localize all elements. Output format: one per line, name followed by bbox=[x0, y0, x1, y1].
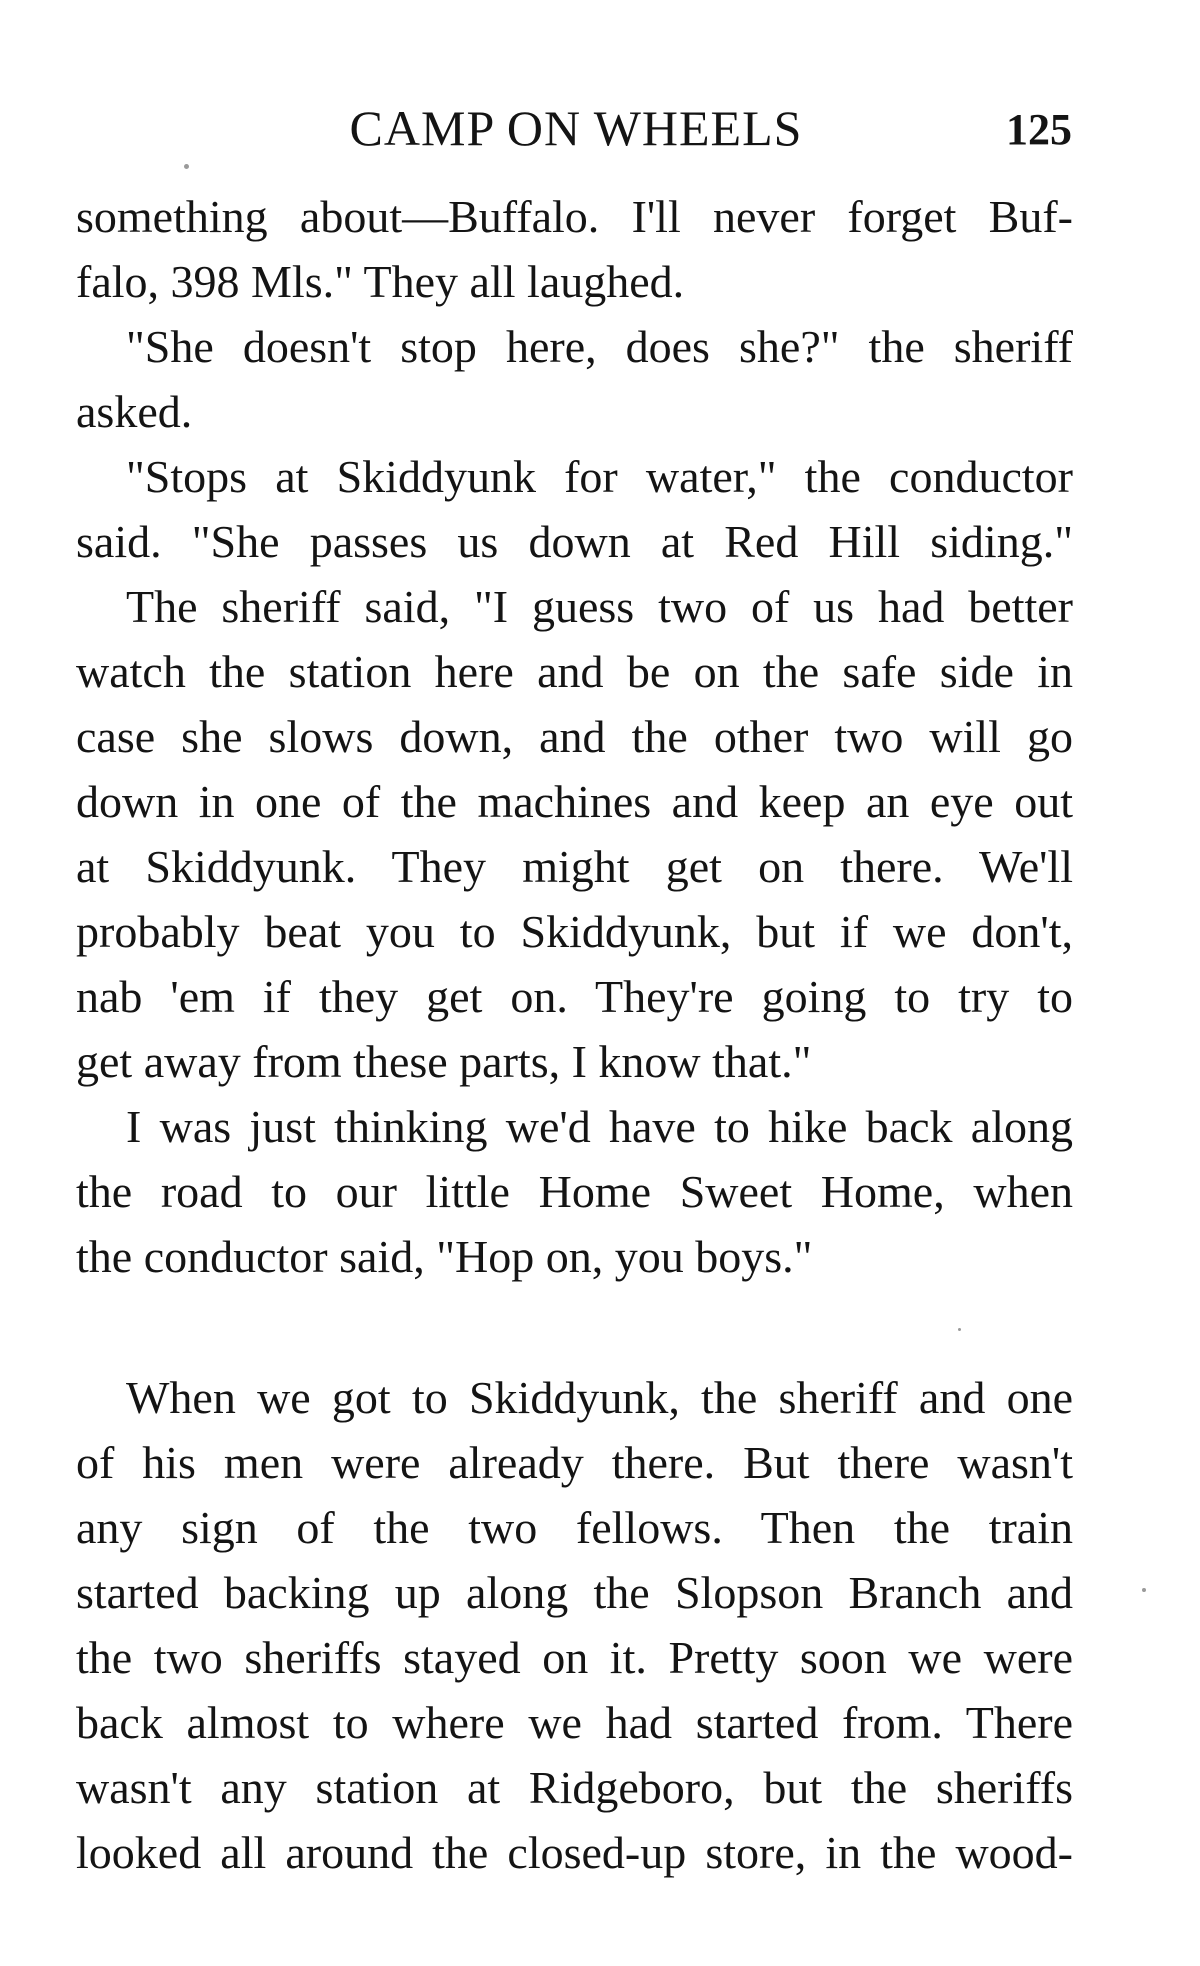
text-line: said. "She passes us down at Red Hill siding." bbox=[76, 516, 1073, 567]
text-line: asked. bbox=[76, 386, 193, 437]
text-line: looked all around the closed-up store, in the wood- bbox=[76, 1827, 1073, 1878]
text-line: I was just thinking we'd have to hike back along bbox=[126, 1101, 1073, 1152]
scan-speck bbox=[958, 1328, 961, 1331]
text-line: the road to our little Home Sweet Home, when bbox=[76, 1166, 1073, 1217]
text-line: "Stops at Skiddyunk for water," the conductor bbox=[126, 451, 1073, 502]
body-text bbox=[76, 184, 1073, 1885]
paragraph bbox=[76, 314, 1073, 444]
text-line: watch the station here and be on the safe side in bbox=[76, 646, 1073, 697]
text-line: the conductor said, "Hop on, you boys." bbox=[76, 1231, 813, 1282]
text-line: "She doesn't stop here, does she?" the sheriff bbox=[126, 321, 1073, 372]
text-line: The sheriff said, "I guess two of us had better bbox=[126, 581, 1073, 632]
page-number: 125 bbox=[1006, 105, 1072, 154]
text-line: probably beat you to Skiddyunk, but if we don't, bbox=[76, 906, 1073, 957]
running-title: CAMP ON WHEELS bbox=[349, 100, 803, 156]
text-line: any sign of the two fellows. Then the train bbox=[76, 1502, 1073, 1553]
text-line: nab 'em if they get on. They're going to try to bbox=[76, 971, 1073, 1022]
text-line: When we got to Skiddyunk, the sheriff and one bbox=[126, 1372, 1073, 1423]
text-line: of his men were already there. But there wasn't bbox=[76, 1437, 1073, 1488]
text-line: get away from these parts, I know that." bbox=[76, 1036, 812, 1087]
paragraph bbox=[76, 184, 1073, 314]
paragraph bbox=[76, 1365, 1073, 1885]
text-line: down in one of the machines and keep an eye out bbox=[76, 776, 1073, 827]
scan-speck bbox=[184, 164, 189, 169]
text-line: the two sheriffs stayed on it. Pretty soon we were bbox=[76, 1632, 1073, 1683]
running-head bbox=[76, 96, 1076, 160]
text-line: something about—Buffalo. I'll never forget Buf- bbox=[76, 191, 1073, 242]
text-line: falo, 398 Mls." They all laughed. bbox=[76, 256, 685, 307]
scan-speck bbox=[1142, 1588, 1146, 1592]
text-line: at Skiddyunk. They might get on there. We'll bbox=[76, 841, 1073, 892]
text-line: started backing up along the Slopson Branch and bbox=[76, 1567, 1073, 1618]
text-line: back almost to where we had started from. There bbox=[76, 1697, 1073, 1748]
paragraph bbox=[76, 1094, 1073, 1289]
text-line: case she slows down, and the other two will go bbox=[76, 711, 1073, 762]
paragraph bbox=[76, 574, 1073, 1094]
section-break bbox=[76, 1289, 1073, 1365]
text-line: wasn't any station at Ridgeboro, but the sheriffs bbox=[76, 1762, 1073, 1813]
paragraph bbox=[76, 444, 1073, 574]
